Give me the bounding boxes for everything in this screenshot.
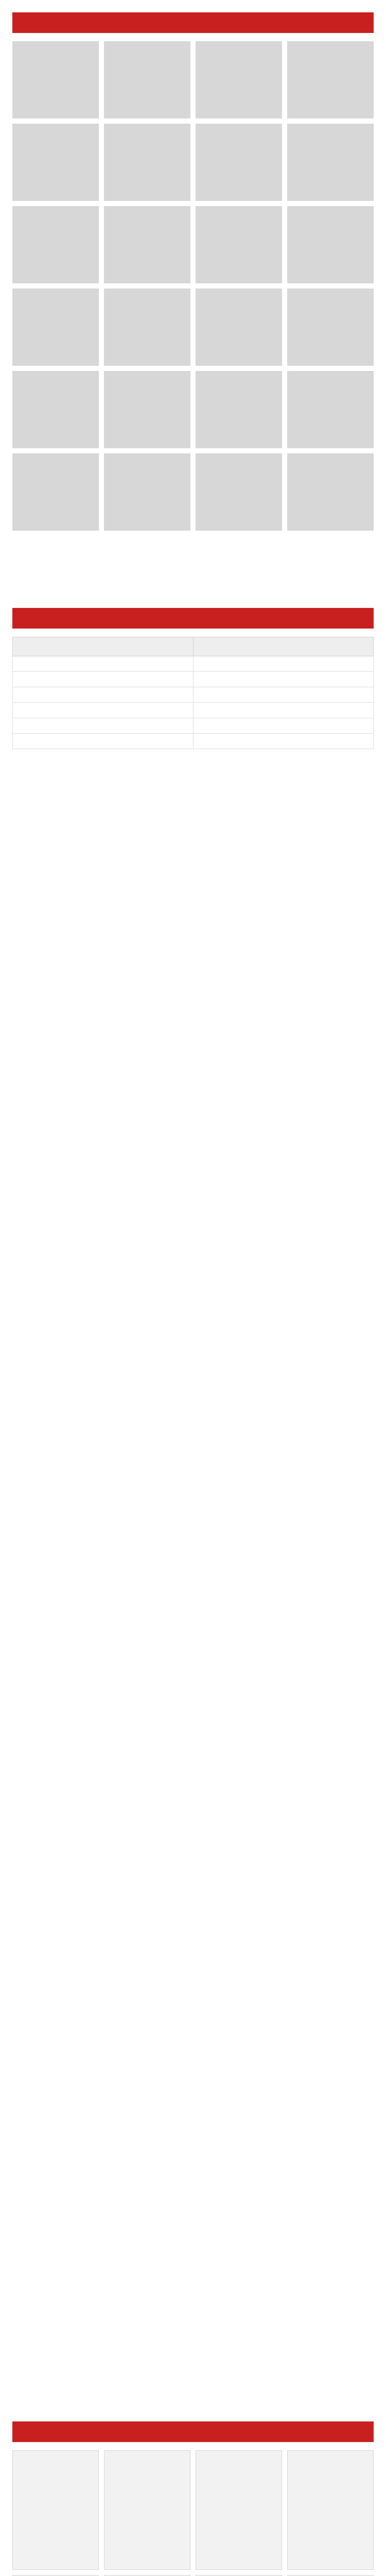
site-photo (104, 453, 190, 531)
site-photo (287, 41, 374, 118)
site-photo (12, 371, 99, 448)
table-cell (13, 672, 194, 687)
table-row (13, 672, 374, 687)
table-row (13, 734, 374, 749)
table-cell (13, 703, 194, 718)
site-photo (104, 371, 190, 448)
table-cell (193, 687, 374, 703)
site-photo (287, 206, 374, 283)
section-heading-sites (12, 12, 374, 33)
site-photo (12, 41, 99, 118)
table-cell (13, 734, 194, 749)
table-row (13, 703, 374, 718)
table-cell (193, 734, 374, 749)
site-photo (12, 453, 99, 531)
site-photo (12, 289, 99, 366)
site-photo (104, 206, 190, 283)
certificate-image (196, 2450, 282, 2570)
table-row (13, 656, 374, 672)
certificate-image (287, 2450, 374, 2570)
site-photo (196, 289, 282, 366)
site-photo (287, 289, 374, 366)
site-photo (196, 41, 282, 118)
column-header (193, 637, 374, 656)
table-cell (193, 656, 374, 672)
site-photo (196, 453, 282, 531)
site-photo (12, 124, 99, 201)
client-table (12, 637, 374, 749)
site-photo (104, 289, 190, 366)
site-photo-grid (12, 41, 374, 531)
table-cell (193, 718, 374, 734)
site-photo (12, 206, 99, 283)
site-photo (104, 41, 190, 118)
site-photo (104, 124, 190, 201)
table-cell (193, 672, 374, 687)
table-cell (193, 703, 374, 718)
site-photo (196, 124, 282, 201)
table-header-row (13, 637, 374, 656)
site-photo (196, 206, 282, 283)
table-cell (13, 718, 194, 734)
site-photo (196, 371, 282, 448)
section-heading-certificates (12, 2421, 374, 2442)
section-heading-clients (12, 608, 374, 629)
certificate-image (104, 2450, 190, 2570)
table-cell (13, 687, 194, 703)
certificate-image (12, 2450, 99, 2570)
table-row (13, 718, 374, 734)
site-photo (287, 453, 374, 531)
site-photo (287, 371, 374, 448)
certificate-grid (12, 2450, 374, 2576)
table-cell (13, 656, 194, 672)
column-header (13, 637, 194, 656)
table-row (13, 687, 374, 703)
client-tables-section (0, 608, 386, 2421)
site-photo (287, 124, 374, 201)
certificates-section (0, 2421, 386, 2576)
project-sites-section (0, 0, 386, 608)
